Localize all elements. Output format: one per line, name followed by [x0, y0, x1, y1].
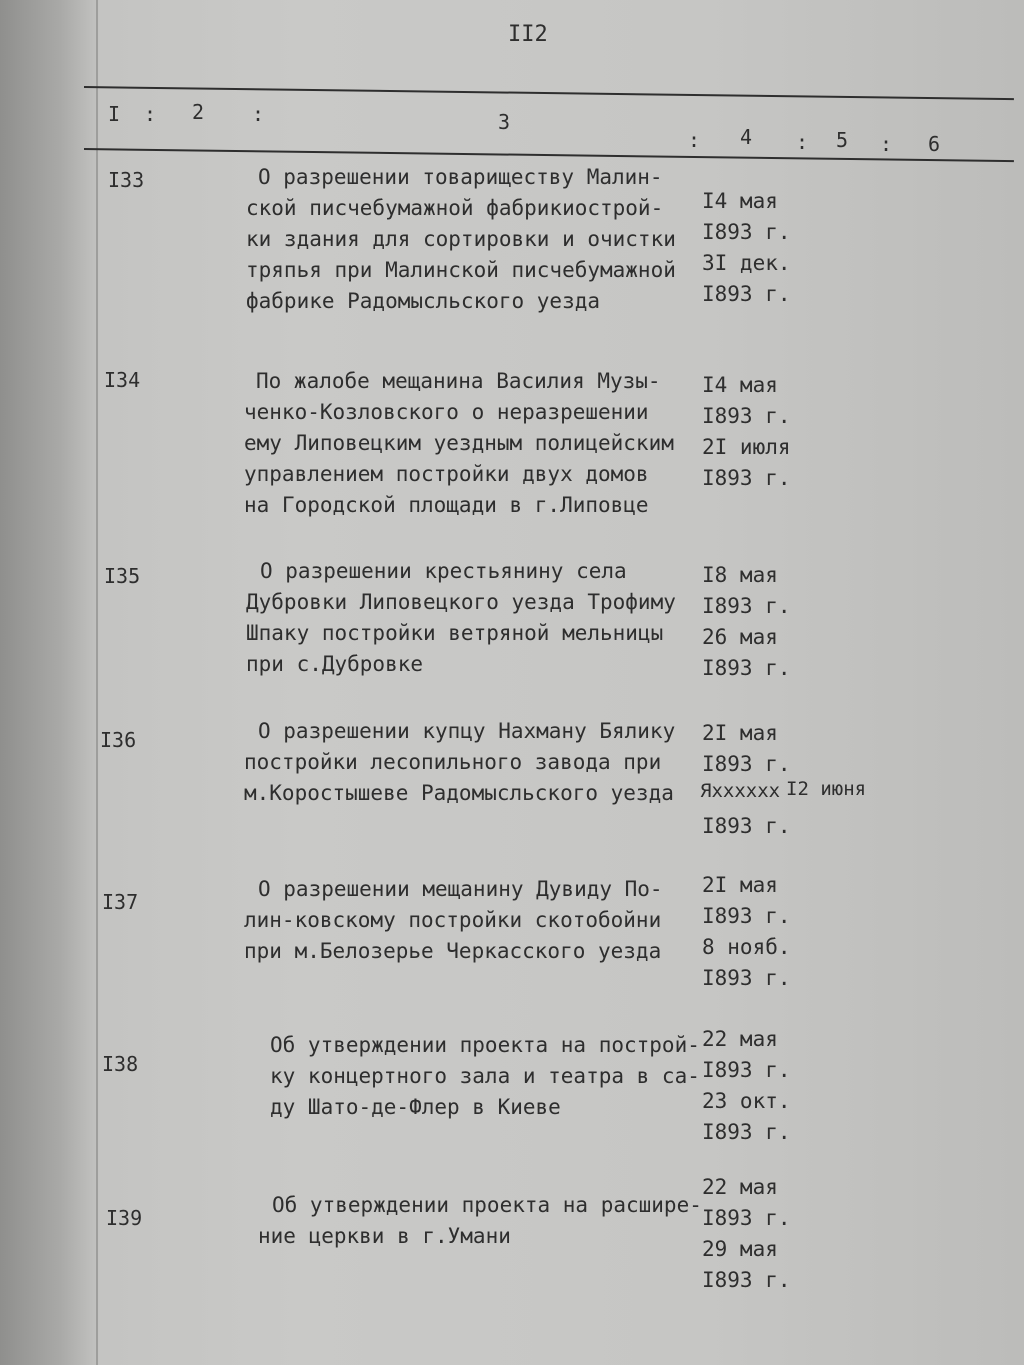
- row-text: [270, 1030, 700, 1123]
- date-line: 23 окт.: [702, 1089, 791, 1113]
- text-line: на Городской площади в г.Липовце: [244, 493, 649, 517]
- text-line: постройки лесопильного завода при: [244, 750, 662, 774]
- text-line: ской писчебумажной фабрикиострой-: [246, 196, 664, 220]
- row-text: [244, 716, 676, 809]
- date-line: 22 мая: [702, 1027, 778, 1051]
- row-dates: [702, 560, 791, 684]
- text-line: Шпаку постройки ветряной мельницы: [246, 621, 664, 645]
- date-line: I893 г.: [702, 752, 791, 776]
- header-col5: 5: [836, 128, 849, 152]
- header-rule-bottom: [84, 148, 1014, 162]
- row-number: I33: [108, 168, 145, 192]
- text-line: Об утверждении проекта на расшире-: [272, 1193, 702, 1217]
- date-line: I893 г.: [702, 1268, 791, 1292]
- date-extra: I2 июня: [786, 778, 867, 800]
- text-line: м.Коростышеве Радомысльского уезда: [244, 781, 674, 805]
- date-line: I893 г.: [702, 220, 791, 244]
- text-line: управлением постройки двух домов: [244, 462, 649, 486]
- header-col1: I: [108, 102, 121, 126]
- text-line: Дубровки Липовецкого уезда Трофиму: [246, 590, 676, 614]
- text-line: при с.Дубровке: [246, 652, 424, 676]
- header-col3: 3: [498, 110, 511, 134]
- date-line: I893 г.: [702, 656, 791, 680]
- date-line: I893 г.: [702, 404, 791, 428]
- header-rule-top: [84, 86, 1014, 100]
- date-line: I4 мая: [702, 189, 778, 213]
- text-line: О разрешении купцу Нахману Бялику: [258, 719, 676, 743]
- header-col2: 2: [192, 100, 205, 124]
- date-line: 29 мая: [702, 1237, 778, 1261]
- row-dates: [702, 870, 791, 994]
- text-line: ченко-Козловского о неразрешении: [244, 400, 649, 424]
- row-text: [246, 162, 676, 317]
- header-sep3: :: [688, 128, 701, 152]
- header-sep1: :: [144, 102, 157, 126]
- page-fold: [96, 0, 98, 1365]
- row-number: I36: [100, 728, 137, 752]
- text-line: Об утверждении проекта на построй-: [270, 1033, 700, 1057]
- row-text: [244, 366, 674, 521]
- row-text: [244, 874, 663, 967]
- row-dates: [702, 186, 791, 310]
- row-dates: [702, 1172, 791, 1296]
- date-line: 2I июля: [702, 435, 791, 459]
- date-line: I893 г.: [702, 1206, 791, 1230]
- date-line: I893 г.: [702, 1120, 791, 1144]
- date-line: 2I мая: [702, 873, 778, 897]
- header-sep2: :: [252, 102, 265, 126]
- date-line: I893 г.: [702, 594, 791, 618]
- date-line: I893 г.: [702, 904, 791, 928]
- header-col4: 4: [740, 125, 753, 149]
- header-sep4: :: [796, 130, 809, 154]
- text-line: По жалобе мещанина Василия Музы-: [256, 369, 661, 393]
- page-number: II2: [508, 22, 548, 47]
- row-number: I38: [102, 1052, 139, 1076]
- text-line: ние церкви в г.Умани: [258, 1224, 511, 1248]
- text-line: фабрике Радомысльского уезда: [246, 289, 601, 313]
- date-line: I893 г.: [702, 966, 791, 990]
- text-line: ему Липовецким уездным полицейским: [244, 431, 674, 455]
- text-line: тряпья при Малинской писчебумажной: [246, 258, 676, 282]
- date-line: 8 нояб.: [702, 935, 791, 959]
- row-number: I34: [104, 368, 141, 392]
- date-line: I4 мая: [702, 373, 778, 397]
- text-line: О разрешении товариществу Малин-: [258, 165, 663, 189]
- header-sep5: :: [880, 132, 893, 156]
- header-col6: 6: [928, 132, 941, 156]
- row-number: I37: [102, 890, 139, 914]
- text-line: при м.Белозерье Черкасского уезда: [244, 939, 662, 963]
- date-line: I893 г.: [702, 1058, 791, 1082]
- row-dates: [702, 370, 791, 494]
- date-line: 2I мая: [702, 721, 778, 745]
- text-line: лин-ковскому постройки скотобойни: [244, 908, 662, 932]
- overtyped-text: Яхххххх: [700, 780, 781, 802]
- row-dates: [702, 1024, 791, 1148]
- row-text: [258, 1190, 702, 1252]
- row-number: I35: [104, 564, 141, 588]
- date-line: 3I дек.: [702, 251, 791, 275]
- text-line: О разрешении крестьянину села: [260, 559, 627, 583]
- date-line: I893 г.: [702, 466, 791, 490]
- text-line: О разрешении мещанину Дувиду По-: [258, 877, 663, 901]
- text-line: ку концертного зала и театра в са-: [270, 1064, 700, 1088]
- row-number: I39: [106, 1206, 143, 1230]
- date-line: I893 г.: [702, 282, 791, 306]
- text-line: ду Шато-де-Флер в Киеве: [270, 1095, 561, 1119]
- date-line: 22 мая: [702, 1175, 778, 1199]
- date-line: I8 мая: [702, 563, 778, 587]
- text-line: ки здания для сортировки и очистки: [246, 227, 676, 251]
- date-line: I893 г.: [702, 814, 791, 838]
- row-text: [246, 556, 676, 680]
- date-line: 26 мая: [702, 625, 778, 649]
